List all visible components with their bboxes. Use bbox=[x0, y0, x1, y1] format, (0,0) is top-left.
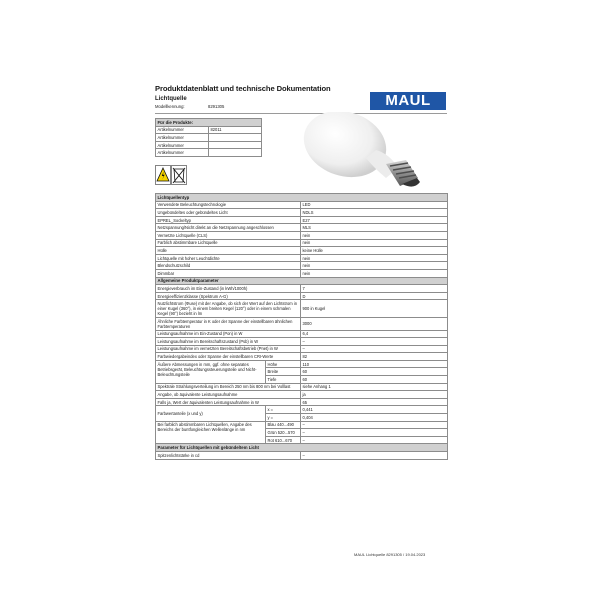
product-value: 82011 bbox=[209, 126, 262, 134]
spec-label: EPREL_Sockeltyp bbox=[156, 216, 301, 224]
spec-value: nein bbox=[301, 262, 448, 270]
spec-value: 900 in Kugel bbox=[301, 300, 448, 318]
led-bulb-image bbox=[290, 112, 450, 192]
spec-value: ja bbox=[301, 391, 448, 399]
spec-label: Ungebündeltes oder gebündeltes Licht bbox=[156, 209, 301, 217]
spec-value: MLS bbox=[301, 224, 448, 232]
section-heading: Lichtquellentyp bbox=[156, 194, 448, 202]
spec-table bbox=[155, 193, 448, 460]
spec-label: Verwendete Beleuchtungstechnologie bbox=[156, 201, 301, 209]
table-row bbox=[156, 317, 448, 330]
spec-label: Energieeffizienzklasse (Spektrum A-G) bbox=[156, 292, 301, 300]
product-value bbox=[209, 141, 262, 149]
spec-value: – bbox=[301, 452, 448, 460]
spec-label: Energieverbrauch im Ein-Zustand (in kWh/1000h) bbox=[156, 285, 301, 293]
table-row bbox=[156, 383, 448, 391]
table-row bbox=[156, 209, 448, 217]
chromaticity-axis: x = bbox=[266, 406, 301, 414]
table-row bbox=[156, 398, 448, 406]
table-row bbox=[156, 353, 448, 361]
table-row bbox=[156, 292, 448, 300]
spec-value: 65 bbox=[301, 398, 448, 406]
table-row bbox=[156, 345, 448, 353]
spec-value: 6,4 bbox=[301, 330, 448, 338]
dimension-label: Breite bbox=[266, 368, 301, 376]
page-title: Produktdatenblatt und technische Dokumentation bbox=[155, 84, 331, 93]
section-heading: Parameter für Lichtquellen mit gebündeltem Licht bbox=[156, 444, 448, 452]
spec-value: 7 bbox=[301, 285, 448, 293]
spec-label: Lichtquelle mit hoher Leuchtdichte bbox=[156, 254, 301, 262]
products-table bbox=[155, 118, 262, 157]
spec-value: D bbox=[301, 292, 448, 300]
spectral-value: – bbox=[301, 421, 448, 429]
table-row bbox=[156, 421, 448, 429]
spec-label: Leistungsaufnahme im Ein-Zustand (Pon) in W bbox=[156, 330, 301, 338]
spec-label: Falls ja, Wert der äquivalenten Leistungsaufnahme in W bbox=[156, 398, 301, 406]
product-row bbox=[156, 141, 262, 149]
spec-value: nein bbox=[301, 231, 448, 239]
table-row bbox=[156, 239, 448, 247]
table-row bbox=[156, 330, 448, 338]
table-row bbox=[156, 224, 448, 232]
spectral-label: Bei farblich abstimmbaren Lichtquellen, Angabe des Bereichs der buntfongleichen Wellenlänge in nm bbox=[156, 421, 266, 444]
spec-value: E27 bbox=[301, 216, 448, 224]
spec-label: Farblich abstimmbare Lichtquelle bbox=[156, 239, 301, 247]
spec-label: Ähnliche Farbtemperatur in K oder der Spanne der einstellbaren ähnlichen Farbtemperaturen bbox=[156, 317, 301, 330]
spec-label: Dimmbar bbox=[156, 269, 301, 277]
spec-value: – bbox=[301, 338, 448, 346]
spec-label: Hülle bbox=[156, 247, 301, 255]
table-row bbox=[156, 216, 448, 224]
page-footer: MAUL Lichtquelle 8291305 / 19.04.2023 bbox=[354, 552, 426, 557]
brand-logo: MAUL bbox=[370, 92, 446, 110]
dimension-label: Tiefe bbox=[266, 376, 301, 384]
table-row bbox=[156, 262, 448, 270]
spectral-band: Rot 610...670 bbox=[266, 436, 301, 444]
table-row bbox=[156, 391, 448, 399]
product-label: Artikelnummer bbox=[156, 126, 209, 134]
table-row bbox=[156, 338, 448, 346]
spec-label: Farbwiedergabeindex oder Spanne der einstellbaren CRI-Werte bbox=[156, 353, 301, 361]
spectral-band: Blau 440...490 bbox=[266, 421, 301, 429]
products-heading: Für die Produkte: bbox=[156, 119, 262, 127]
table-row bbox=[156, 300, 448, 318]
spectral-value: – bbox=[301, 436, 448, 444]
table-row bbox=[156, 452, 448, 460]
table-row bbox=[156, 269, 448, 277]
table-row bbox=[156, 406, 448, 414]
spec-label: Netzspannung/Nicht direkt an die Netzspannung angeschlossen bbox=[156, 224, 301, 232]
spec-value: nein bbox=[301, 269, 448, 277]
model-label: Modellkennung: bbox=[155, 104, 185, 109]
product-label: Artikelnummer bbox=[156, 141, 209, 149]
dimension-value: 60 bbox=[301, 376, 448, 384]
chromaticity-label: Farbwertanteile (x und y) bbox=[156, 406, 266, 421]
spectral-band: Grün 520...570 bbox=[266, 429, 301, 437]
table-row bbox=[156, 247, 448, 255]
spec-value: 3000 bbox=[301, 317, 448, 330]
spec-label: Blendschutzschild bbox=[156, 262, 301, 270]
table-row bbox=[156, 254, 448, 262]
spec-value: LED bbox=[301, 201, 448, 209]
section-heading: Allgemeine Produktparameter bbox=[156, 277, 448, 285]
spec-value: – bbox=[301, 345, 448, 353]
spec-label: Vernetzte Lichtquelle (CLS) bbox=[156, 231, 301, 239]
spec-value: siehe Anhang 1 bbox=[301, 383, 448, 391]
spec-label: Spitzenlichtstärke in cd bbox=[156, 452, 301, 460]
dimension-value: 60 bbox=[301, 368, 448, 376]
spectral-value: – bbox=[301, 429, 448, 437]
spec-label: Leistungsaufnahme im Bereitschaftszustand (Psb) in W bbox=[156, 338, 301, 346]
chromaticity-value: 0,441 bbox=[301, 406, 448, 414]
table-row bbox=[156, 360, 448, 368]
chromaticity-axis: y = bbox=[266, 414, 301, 422]
spec-value: NDLS bbox=[301, 209, 448, 217]
spec-value: keine Hülle bbox=[301, 247, 448, 255]
spec-label: Leistungsaufnahme im vernetzten Bereitschaftsbetrieb (Pnet) in W bbox=[156, 345, 301, 353]
electrical-warning-icon bbox=[155, 165, 187, 185]
dimensions-label: Äußere Abmessungen in mm, ggf. ohne separates Betriebsgerät, Beleuchtungssteuerungsteile und Nicht-Beleuchtungsteile bbox=[156, 360, 266, 383]
table-row bbox=[156, 231, 448, 239]
model-value: 8291305 bbox=[208, 104, 225, 109]
table-row bbox=[156, 285, 448, 293]
spec-label: Angabe, ob äquivalente Leistungsaufnahme bbox=[156, 391, 301, 399]
spec-value: nein bbox=[301, 254, 448, 262]
product-row bbox=[156, 149, 262, 157]
spec-label: Spektrale Strahlungsverteilung im Bereich 250 nm bis 800 nm bei Volllast bbox=[156, 383, 301, 391]
table-row bbox=[156, 201, 448, 209]
product-row bbox=[156, 126, 262, 134]
product-label: Artikelnummer bbox=[156, 134, 209, 142]
product-value bbox=[209, 149, 262, 157]
dimension-label: Höhe bbox=[266, 360, 301, 368]
product-value bbox=[209, 134, 262, 142]
product-label: Artikelnummer bbox=[156, 149, 209, 157]
dimension-value: 110 bbox=[301, 360, 448, 368]
spec-value: nein bbox=[301, 239, 448, 247]
spec-value: 82 bbox=[301, 353, 448, 361]
spec-label: Nutzlichtstrom (Φuse) mit der Angabe, ob sich der Wert auf den Lichtstrom in einer Kugel (360°), in einem breiten Kegel (120°) oder in einem schmalen Kegel (90°) bezieht in lm bbox=[156, 300, 301, 318]
product-row bbox=[156, 134, 262, 142]
page-subtitle: Lichtquelle bbox=[155, 96, 187, 102]
chromaticity-value: 0,404 bbox=[301, 414, 448, 422]
